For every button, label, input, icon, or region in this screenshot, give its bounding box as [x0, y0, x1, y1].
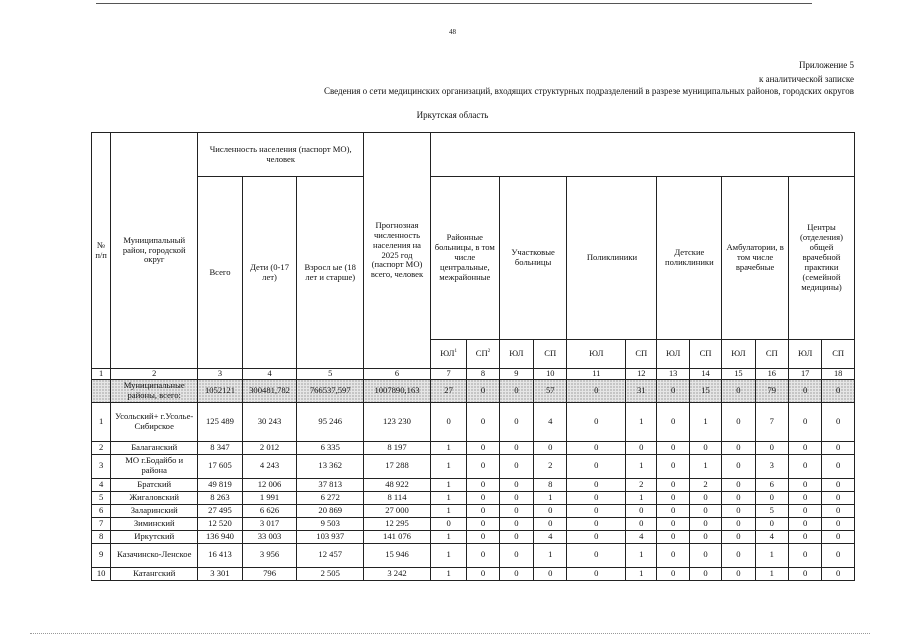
table-cell: 0 [788, 567, 821, 580]
table-cell: 0 [467, 491, 499, 504]
table-cell: 0 [499, 402, 533, 441]
table-cell: 0 [430, 402, 466, 441]
table-cell: 16 413 [198, 543, 243, 567]
table-cell: 0 [822, 402, 855, 441]
table-cell: 1 [626, 567, 657, 580]
table-cell: 1 [689, 402, 721, 441]
district-name: Казачинско-Ленское [111, 543, 198, 567]
table-cell: 0 [626, 517, 657, 530]
header-sp: СП [626, 340, 657, 369]
district-name: Зиминский [111, 517, 198, 530]
header-yl: $ЮЛ^1$ [430, 340, 466, 369]
header-rayon-hospitals: Районные больницы, в том числе центральные, межрайонные [430, 177, 499, 340]
table-cell: 1 [755, 567, 788, 580]
table-cell: 0 [567, 478, 626, 491]
table-cell: 0 [499, 441, 533, 454]
table-cell: 0 [822, 567, 855, 580]
row-number: 3 [92, 454, 111, 478]
table-cell: 1 [626, 402, 657, 441]
table-cell: 0 [788, 478, 821, 491]
table-cell: 796 [242, 567, 297, 580]
header-blank-group [430, 133, 854, 177]
table-cell: 4 243 [242, 454, 297, 478]
table-cell: 0 [822, 504, 855, 517]
header-child-polyclinics: Детские поликлиники [657, 177, 722, 340]
table-cell: 1 [534, 543, 567, 567]
total-value: 766537,597 [297, 379, 364, 402]
header-district: Муниципальный район, городской округ [111, 133, 198, 369]
table-row [92, 402, 855, 441]
table-cell: 0 [467, 567, 499, 580]
header-yl: ЮЛ [657, 340, 689, 369]
table-cell: 49 819 [198, 478, 243, 491]
table-cell: 6 335 [297, 441, 364, 454]
table-cell: 6 626 [242, 504, 297, 517]
table-cell: 0 [626, 504, 657, 517]
table-cell: 103 937 [297, 530, 364, 543]
table-cell: 12 006 [242, 478, 297, 491]
total-value: 57 [534, 379, 567, 402]
table-cell: 12 295 [364, 517, 431, 530]
table-cell: 1 [626, 491, 657, 504]
table-cell: 0 [722, 478, 755, 491]
table-cell: 0 [567, 567, 626, 580]
table-cell: 0 [788, 530, 821, 543]
table-cell: 0 [567, 517, 626, 530]
total-value: 1052121 [198, 379, 243, 402]
table-cell: 1 991 [242, 491, 297, 504]
column-number: 4 [242, 369, 297, 380]
table-cell: 0 [499, 543, 533, 567]
table-cell: 0 [788, 454, 821, 478]
total-value: 27 [430, 379, 466, 402]
header-sp: $СП^2$ [467, 340, 499, 369]
table-cell: 0 [467, 517, 499, 530]
header-gp-centers: Центры (отделения) общей врачебной практики (семейной медицины) [788, 177, 854, 340]
total-value: 79 [755, 379, 788, 402]
table-cell: 0 [788, 491, 821, 504]
table-cell: 0 [722, 543, 755, 567]
district-name: Братский [111, 478, 198, 491]
column-number: 7 [430, 369, 466, 380]
page-number: 48 [449, 28, 456, 36]
total-value: 0 [467, 379, 499, 402]
table-cell: 13 362 [297, 454, 364, 478]
table-cell: 0 [499, 530, 533, 543]
header-sp: СП [822, 340, 855, 369]
total-row [92, 379, 855, 402]
table-cell: 0 [567, 543, 626, 567]
row-number: 2 [92, 441, 111, 454]
total-value: 31 [626, 379, 657, 402]
table-cell: 0 [755, 491, 788, 504]
header-yl: ЮЛ [499, 340, 533, 369]
table-cell: 123 230 [364, 402, 431, 441]
table-cell: 0 [657, 517, 689, 530]
table-cell: 4 [626, 530, 657, 543]
table-cell: 0 [722, 530, 755, 543]
header-polyclinics: Поликлиники [567, 177, 657, 340]
table-cell: 0 [467, 504, 499, 517]
table-cell: 0 [822, 517, 855, 530]
table-cell: 1 [430, 441, 466, 454]
table-cell: 6 272 [297, 491, 364, 504]
table-cell: 8 347 [198, 441, 243, 454]
table-cell: 1 [430, 530, 466, 543]
table-cell: 0 [534, 504, 567, 517]
table-cell: 0 [755, 517, 788, 530]
row-number: 6 [92, 504, 111, 517]
column-number: 9 [499, 369, 533, 380]
column-number: 13 [657, 369, 689, 380]
district-name: МО г.Бодайбо и района [111, 454, 198, 478]
table-cell: 2 [689, 478, 721, 491]
column-number: 2 [111, 369, 198, 380]
district-name: Балаганский [111, 441, 198, 454]
column-number: 17 [788, 369, 821, 380]
table-cell: 0 [567, 504, 626, 517]
table-cell: 8 263 [198, 491, 243, 504]
header-yl: ЮЛ [567, 340, 626, 369]
table-cell: 9 503 [297, 517, 364, 530]
row-number: 7 [92, 517, 111, 530]
table-cell: 1 [626, 543, 657, 567]
table-row [92, 504, 855, 517]
table-cell: 15 946 [364, 543, 431, 567]
column-number: 16 [755, 369, 788, 380]
appendix-to: к аналитической записке [759, 74, 854, 84]
table-cell: 0 [467, 454, 499, 478]
table-cell: 12 520 [198, 517, 243, 530]
table-cell: 0 [788, 504, 821, 517]
table-cell: 37 813 [297, 478, 364, 491]
table-cell: 0 [657, 567, 689, 580]
table-cell: 0 [467, 478, 499, 491]
table-cell: 0 [822, 478, 855, 491]
row-number: 1 [92, 402, 111, 441]
table-cell: 0 [822, 454, 855, 478]
table-cell: 95 246 [297, 402, 364, 441]
header-children: Дети (0-17 лет) [242, 177, 297, 369]
table-cell: 27 000 [364, 504, 431, 517]
table-cell: 0 [567, 402, 626, 441]
table-cell: 0 [722, 504, 755, 517]
table-cell: 0 [467, 530, 499, 543]
table-cell: 136 940 [198, 530, 243, 543]
table-cell: 0 [567, 454, 626, 478]
table-cell: 4 [534, 530, 567, 543]
table-cell: 0 [689, 491, 721, 504]
header-adults: Взросл ые (18 лет и старше) [297, 177, 364, 369]
table-cell: 0 [626, 441, 657, 454]
header-forecast: Прогнозная численность населения на 2025 год (паспорт МО) всего, человек [364, 133, 431, 369]
header-total: Всего [198, 177, 243, 369]
total-value: 0 [722, 379, 755, 402]
table-row [92, 491, 855, 504]
header-population-group: Численность населения (паспорт МО), человек [198, 133, 364, 177]
total-value: 0 [499, 379, 533, 402]
table-cell: 0 [722, 567, 755, 580]
table-cell: 0 [689, 543, 721, 567]
table-cell: 6 [755, 478, 788, 491]
table-cell: 48 922 [364, 478, 431, 491]
bottom-rule [30, 633, 870, 634]
table-cell: 20 869 [297, 504, 364, 517]
table-cell: 0 [822, 441, 855, 454]
table-cell: 7 [755, 402, 788, 441]
table-row [92, 543, 855, 567]
table-cell: 0 [788, 441, 821, 454]
district-name: Усольский+ г.Усолье-Сибирское [111, 402, 198, 441]
table-cell: 0 [499, 491, 533, 504]
table-cell: 4 [755, 530, 788, 543]
total-value: 1007890,163 [364, 379, 431, 402]
total-value: 300481,782 [242, 379, 297, 402]
table-cell: 0 [689, 504, 721, 517]
total-value: 15 [689, 379, 721, 402]
table-cell: 1 [430, 543, 466, 567]
table-cell: 27 495 [198, 504, 243, 517]
column-number: 1 [92, 369, 111, 380]
table-cell: 0 [534, 441, 567, 454]
table-cell: 0 [788, 402, 821, 441]
header-sp: СП [534, 340, 567, 369]
table-cell: 0 [788, 517, 821, 530]
column-number: 6 [364, 369, 431, 380]
table-cell: 3 956 [242, 543, 297, 567]
header-ambulatory: Амбулатории, в том числе врачебные [722, 177, 789, 340]
header-uchast-hospitals: Участковые больницы [499, 177, 567, 340]
table-row [92, 517, 855, 530]
table-cell: 0 [534, 517, 567, 530]
table-row [92, 454, 855, 478]
total-label: Муниципальные районы, всего: [111, 379, 198, 402]
table-cell: 0 [657, 454, 689, 478]
district-name: Катангский [111, 567, 198, 580]
column-number: 3 [198, 369, 243, 380]
table-cell: 1 [430, 567, 466, 580]
table-cell: 0 [689, 530, 721, 543]
table-cell: 5 [755, 504, 788, 517]
table-cell: 0 [657, 441, 689, 454]
table-cell: 0 [722, 441, 755, 454]
table-cell: 1 [430, 504, 466, 517]
row-number: 9 [92, 543, 111, 567]
column-number: 11 [567, 369, 626, 380]
table-row [92, 567, 855, 580]
medical-network-table [91, 132, 855, 581]
table-cell: 0 [657, 543, 689, 567]
column-number: 14 [689, 369, 721, 380]
table-cell: 2 505 [297, 567, 364, 580]
header-sp: СП [689, 340, 721, 369]
column-number: 10 [534, 369, 567, 380]
table-cell: 0 [722, 402, 755, 441]
table-cell: 8 114 [364, 491, 431, 504]
table-cell: 17 605 [198, 454, 243, 478]
table-row [92, 478, 855, 491]
table-cell: 17 288 [364, 454, 431, 478]
table-cell: 0 [467, 402, 499, 441]
column-number: 18 [822, 369, 855, 380]
table-cell: 3 017 [242, 517, 297, 530]
table-cell: 1 [534, 491, 567, 504]
region-title: Иркутская область [416, 110, 489, 120]
header-yl: ЮЛ [788, 340, 821, 369]
row-number [92, 379, 111, 402]
table-cell: 0 [657, 478, 689, 491]
column-number: 12 [626, 369, 657, 380]
header-sp: СП [755, 340, 788, 369]
table-cell: 0 [722, 454, 755, 478]
table-cell: 0 [499, 504, 533, 517]
table-row [92, 530, 855, 543]
district-name: Заларинский [111, 504, 198, 517]
row-number: 4 [92, 478, 111, 491]
table-cell: 3 242 [364, 567, 431, 580]
row-number: 8 [92, 530, 111, 543]
total-value: 0 [567, 379, 626, 402]
table-cell: 33 003 [242, 530, 297, 543]
table-cell: 0 [499, 517, 533, 530]
total-value: 0 [788, 379, 821, 402]
table-cell: 3 [755, 454, 788, 478]
table-cell: 0 [689, 567, 721, 580]
table-cell: 0 [722, 491, 755, 504]
table-cell: 1 [430, 454, 466, 478]
table-cell: 1 [689, 454, 721, 478]
table-cell: 0 [534, 567, 567, 580]
table-cell: 3 301 [198, 567, 243, 580]
total-value: 0 [822, 379, 855, 402]
table-cell: 0 [689, 517, 721, 530]
table-cell: 0 [788, 543, 821, 567]
table-row [92, 441, 855, 454]
table-cell: 2 012 [242, 441, 297, 454]
column-number: 8 [467, 369, 499, 380]
table-cell: 1 [430, 491, 466, 504]
appendix-label: Приложение 5 [798, 60, 854, 70]
district-name: Жигаловский [111, 491, 198, 504]
table-cell: 0 [657, 402, 689, 441]
table-cell: 0 [499, 567, 533, 580]
table-cell: 0 [722, 517, 755, 530]
table-cell: 0 [567, 441, 626, 454]
table-cell: 12 457 [297, 543, 364, 567]
document-heading: Сведения о сети медицинских организаций, входящих структурных подразделений в разрезе муниципальных районов, городских округов [323, 86, 854, 96]
table-cell: 0 [657, 504, 689, 517]
table-cell: 0 [567, 530, 626, 543]
top-rule [96, 3, 812, 4]
table-cell: 125 489 [198, 402, 243, 441]
table-cell: 2 [534, 454, 567, 478]
table-cell: 8 [534, 478, 567, 491]
table-cell: 0 [567, 491, 626, 504]
table-cell: 2 [626, 478, 657, 491]
table-cell: 0 [822, 530, 855, 543]
table-cell: 0 [657, 530, 689, 543]
header-num: № п/п [92, 133, 111, 369]
table-cell: 0 [430, 517, 466, 530]
table-cell: 141 076 [364, 530, 431, 543]
table-cell: 0 [755, 441, 788, 454]
table-cell: 0 [657, 491, 689, 504]
table-cell: 1 [430, 478, 466, 491]
column-number: 15 [722, 369, 755, 380]
table-cell: 1 [755, 543, 788, 567]
table-cell: 0 [822, 543, 855, 567]
table-cell: 0 [467, 543, 499, 567]
table-cell: 4 [534, 402, 567, 441]
column-number-row [92, 369, 855, 380]
table-cell: 0 [689, 441, 721, 454]
table-cell: 8 197 [364, 441, 431, 454]
table-cell: 0 [467, 441, 499, 454]
table-cell: 0 [822, 491, 855, 504]
district-name: Иркутский [111, 530, 198, 543]
row-number: 10 [92, 567, 111, 580]
table-cell: 0 [499, 478, 533, 491]
table-cell: 0 [499, 454, 533, 478]
total-value: 0 [657, 379, 689, 402]
row-number: 5 [92, 491, 111, 504]
header-yl: ЮЛ [722, 340, 755, 369]
column-number: 5 [297, 369, 364, 380]
table-cell: 30 243 [242, 402, 297, 441]
table-cell: 1 [626, 454, 657, 478]
